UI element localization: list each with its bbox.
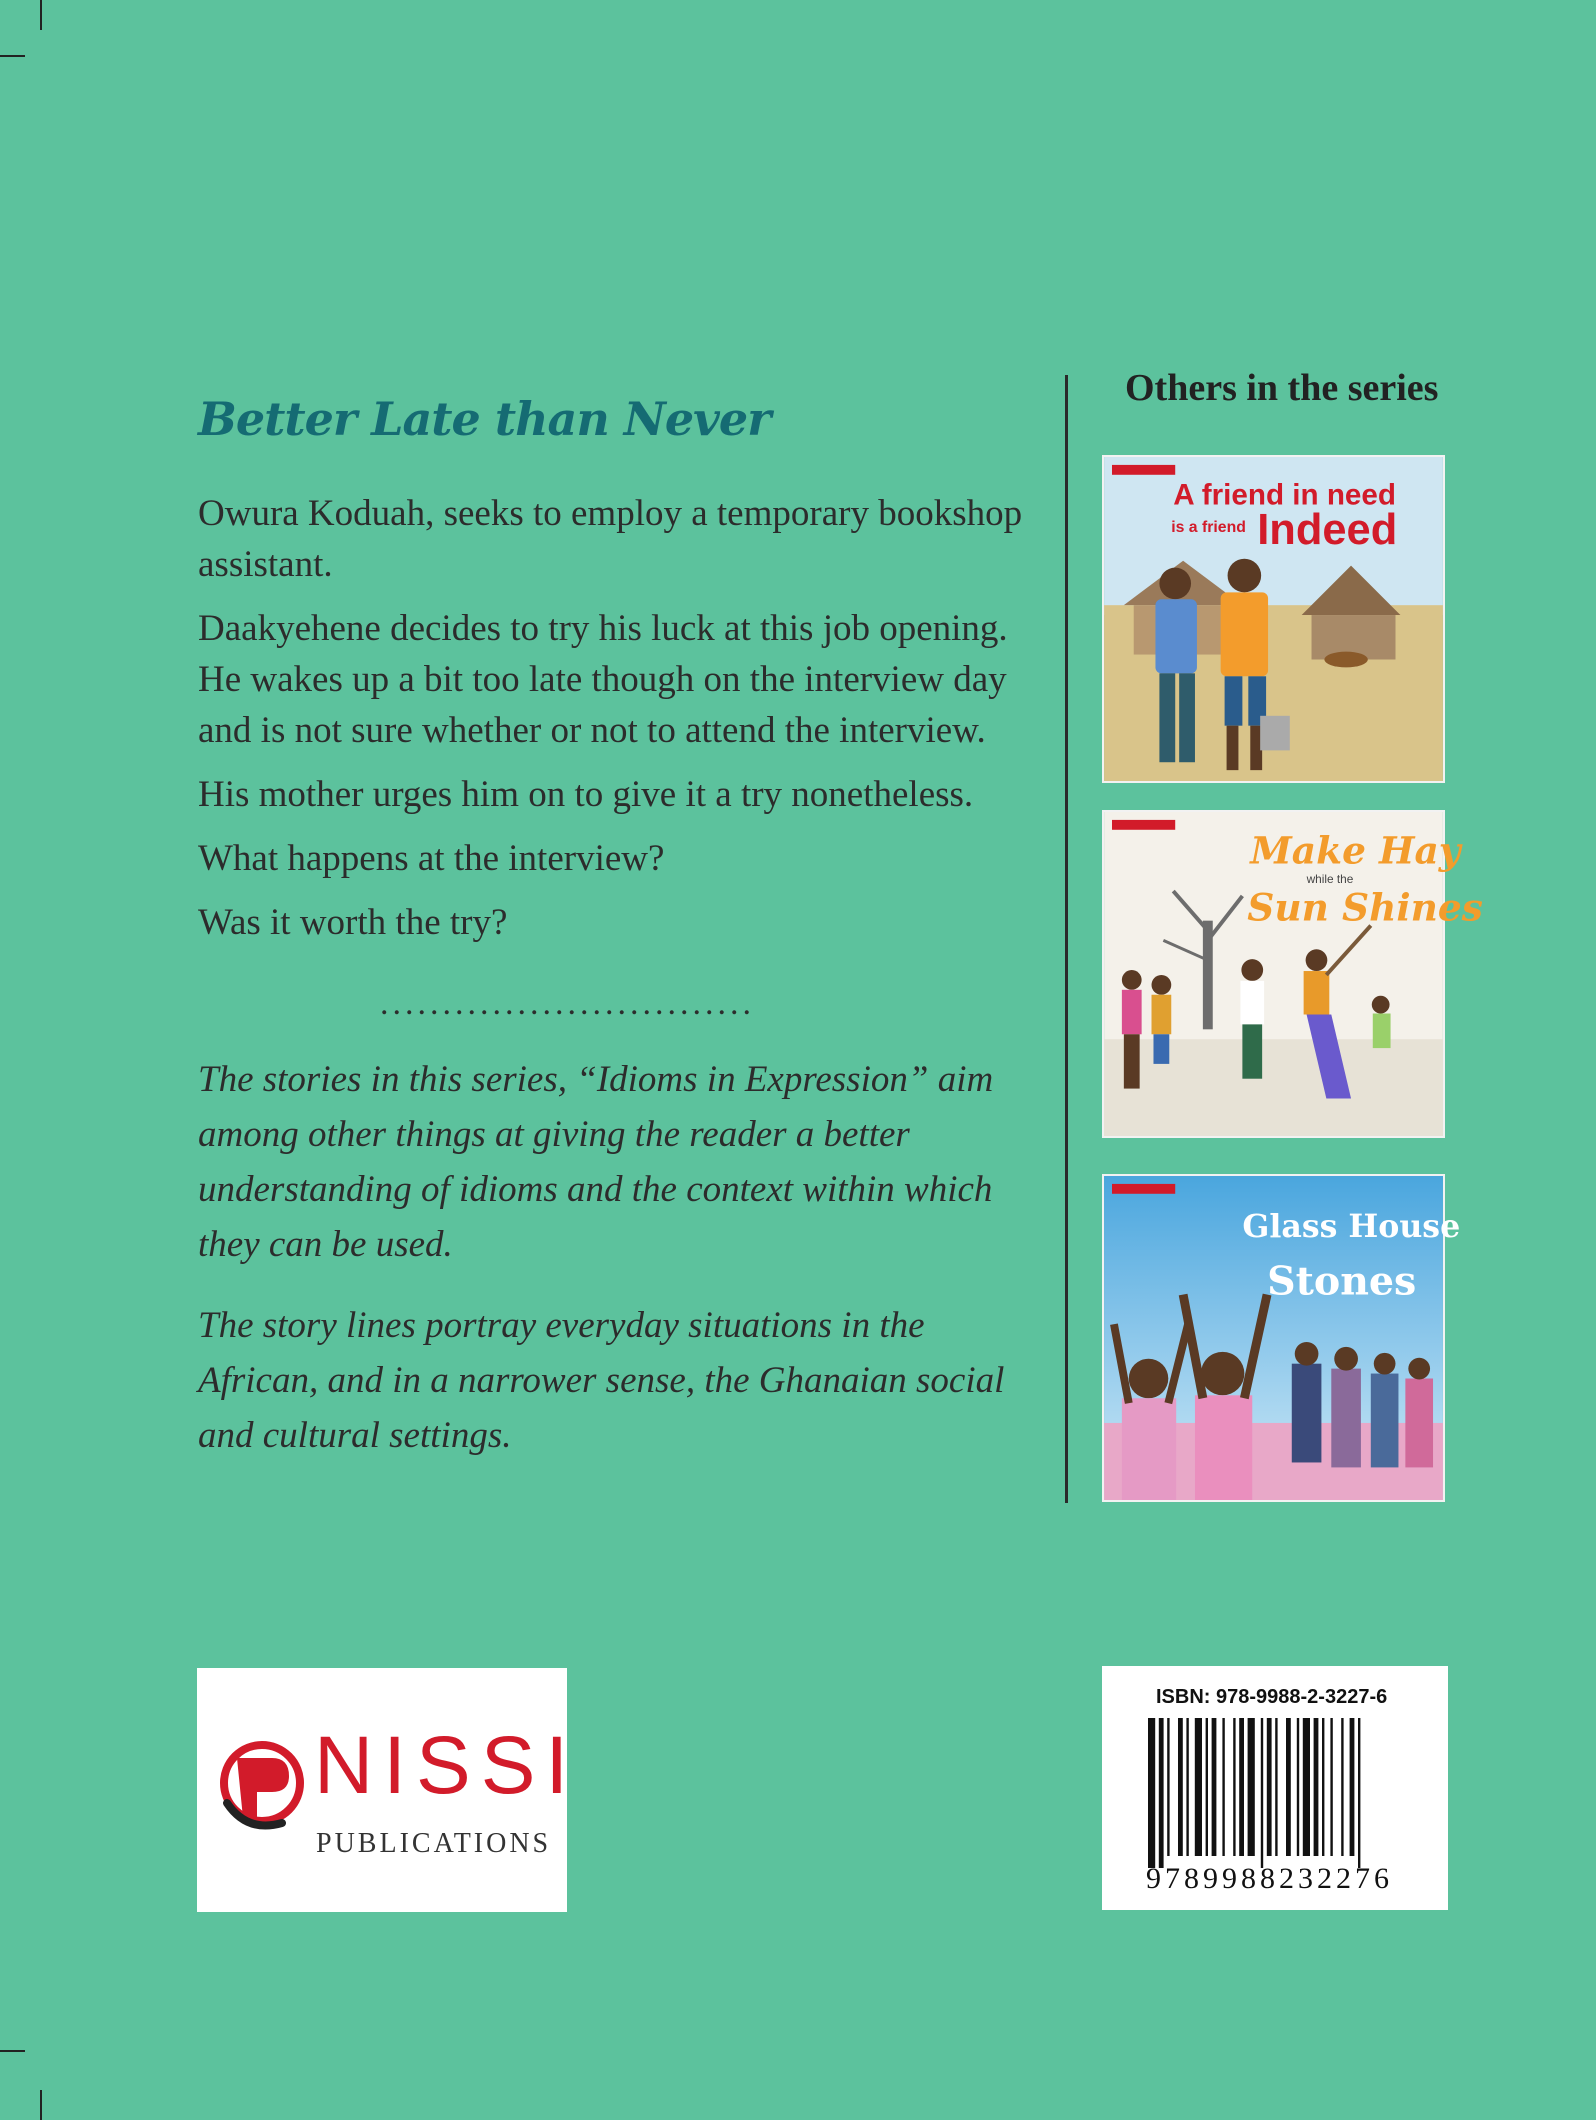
book-title-line2: while the [1306, 872, 1354, 887]
book-title: Better Late than Never [198, 392, 771, 446]
crop-mark [40, 2090, 42, 2120]
barcode-box [1102, 1666, 1448, 1910]
blurb [198, 488, 1048, 961]
book-cover-illustration [1104, 812, 1483, 1136]
vertical-divider [1065, 375, 1068, 1503]
blurb-paragraph: Daakyehene decides to try his luck at this job opening. He wakes up a bit too late though on the interview day and is not sure whether or not to attend the interview. [198, 608, 1008, 751]
isbn-label: ISBN: 978-9988-2-3227-6 [1156, 1686, 1388, 1708]
book-title-line1: Glass House [1242, 1208, 1461, 1246]
book-title-line1: Make Hay [1250, 828, 1461, 873]
book-cover-illustration [1104, 1176, 1461, 1500]
book-title-line3: Indeed [1257, 505, 1398, 554]
book-title-line2: is a friend [1171, 519, 1246, 537]
book-cover-friend-in-need [1102, 455, 1445, 783]
crop-mark [40, 0, 42, 30]
publisher-subtitle: PUBLICATIONS [316, 1828, 552, 1859]
crop-mark [0, 55, 25, 57]
blurb-paragraph: His mother urges him on to give it a try nonetheless. [198, 774, 974, 815]
publisher-logo-icon [217, 1728, 307, 1838]
book-cover-make-hay [1102, 810, 1483, 1138]
blurb-paragraph: Owura Koduah, seeks to employ a temporary bookshop assistant. [198, 493, 1023, 585]
dotted-separator: .............................. [380, 985, 755, 1022]
series-description-paragraph: The story lines portray everyday situations in the African, and in a narrower sense, the Ghanaian social and cultural settings. [198, 1305, 1005, 1456]
book-title-line3: Sun Shines [1247, 885, 1483, 930]
barcode-bars [1148, 1718, 1398, 1868]
ean-digits: 9789988232276 [1146, 1862, 1393, 1895]
series-heading: Others in the series [1125, 367, 1439, 409]
book-title-line1: A friend in need [1173, 478, 1397, 512]
blurb-paragraph: What happens at the interview? [198, 838, 665, 879]
book-cover-illustration [1104, 457, 1443, 781]
publisher-logo-box [197, 1668, 579, 1912]
blurb-paragraph: Was it worth the try? [198, 902, 508, 943]
book-cover-glass-house [1102, 1174, 1461, 1502]
book-title-line3: Stones [1267, 1258, 1417, 1305]
series-description [198, 1052, 1048, 1489]
series-description-paragraph: The stories in this series, “Idioms in Expression” aim among other things at giving the reader a better understanding of idioms and the context within which they can be used. [198, 1059, 994, 1265]
publisher-name: NISSI [314, 1720, 579, 1811]
crop-mark [0, 2050, 25, 2052]
